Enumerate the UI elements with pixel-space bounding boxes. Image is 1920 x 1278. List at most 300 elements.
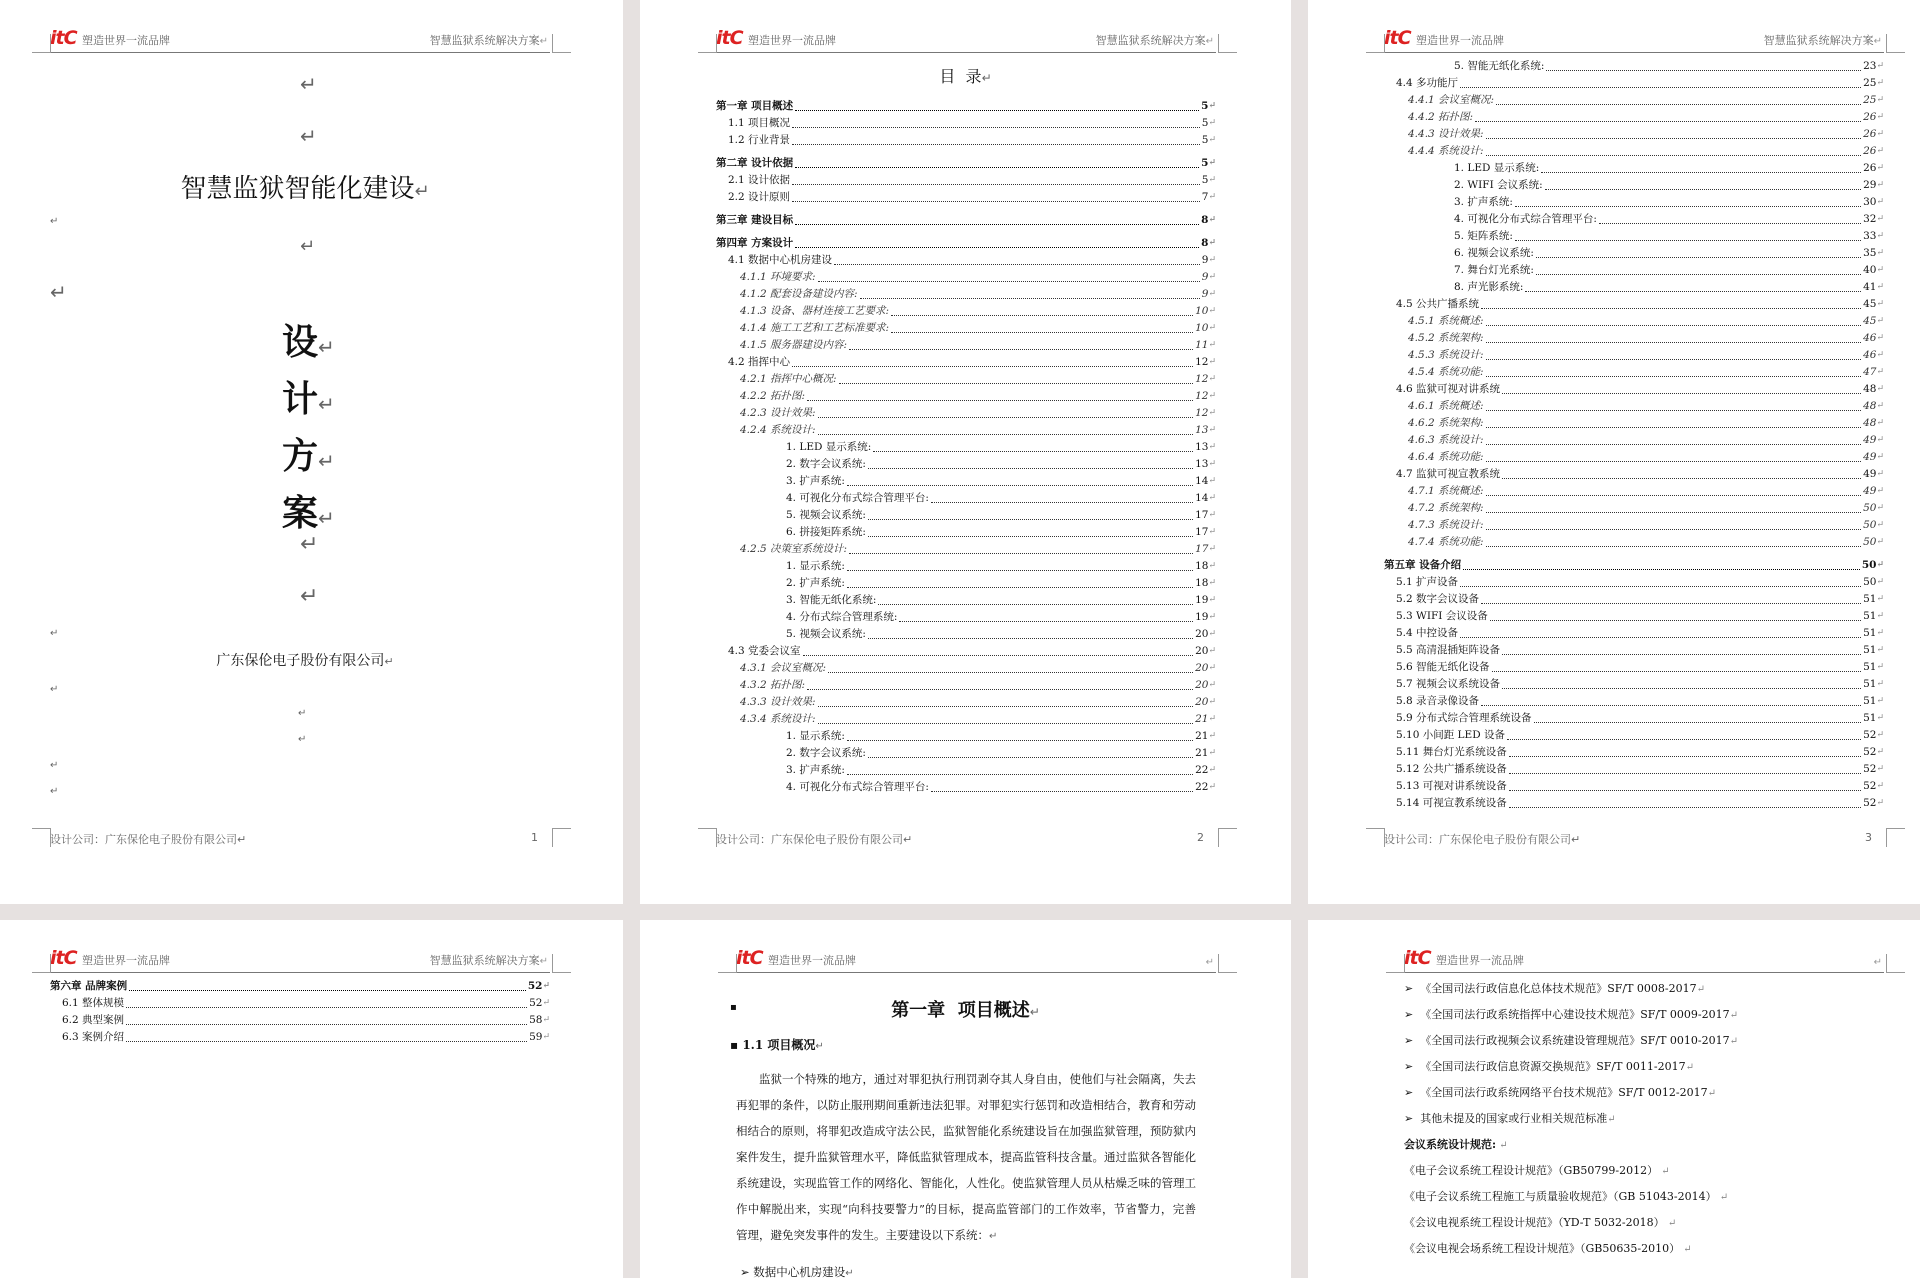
toc-entry-title: 5. 矩阵系统: bbox=[1454, 230, 1513, 242]
toc-leader-dots bbox=[1515, 205, 1861, 207]
toc-entry-title: 4.6.4 系统功能: bbox=[1408, 451, 1484, 463]
toc-leader-dots bbox=[792, 365, 1193, 367]
toc-entry[interactable]: 5.1 扩声设备 50 ↵ bbox=[1384, 574, 1884, 591]
header-title: 智慧监狱系统解决方案↵ bbox=[1763, 34, 1882, 47]
toc-entry-page: 21 bbox=[1195, 713, 1209, 725]
paragraph-mark: ↵ bbox=[300, 584, 319, 609]
arrow-bullet-icon: ➢ bbox=[1404, 982, 1421, 995]
toc-entry[interactable]: 2. 扩声系统: 18 ↵ bbox=[716, 575, 1216, 592]
toc-entry[interactable]: 4.7.3 系统设计: 50 ↵ bbox=[1384, 517, 1884, 534]
toc-entry[interactable]: 4.2.2 拓扑图: 12 ↵ bbox=[716, 388, 1216, 405]
toc-entry[interactable]: 1. LED 显示系统: 26 ↵ bbox=[1384, 160, 1884, 177]
toc-entry-title: 4.7.1 系统概述: bbox=[1408, 485, 1484, 497]
toc-leader-dots bbox=[847, 773, 1193, 775]
toc-leader-dots bbox=[849, 348, 1193, 350]
toc-entry-title: 2.1 设计依据 bbox=[728, 174, 791, 186]
toc-leader-dots bbox=[1541, 171, 1861, 173]
toc-leader-dots bbox=[1486, 443, 1861, 445]
toc-entry-page: 48 bbox=[1863, 400, 1877, 412]
toc-entry-title: 3. 扩声系统: bbox=[786, 764, 845, 776]
toc-entry-page: 35 bbox=[1863, 247, 1877, 259]
toc-entry[interactable]: 2. 数字会议系统: 21 ↵ bbox=[716, 745, 1216, 762]
paragraph-mark: ↵ bbox=[50, 760, 59, 771]
toc-entry-page: 50 bbox=[1861, 559, 1877, 571]
toc-entry-page: 5 bbox=[1201, 157, 1209, 169]
toc-entry[interactable]: 2.1 设计依据 5 ↵ bbox=[716, 172, 1216, 189]
toc-entry[interactable]: 5.7 视频会议系统设备 51 ↵ bbox=[1384, 676, 1884, 693]
toc-leader-dots bbox=[847, 586, 1193, 588]
toc-entry[interactable]: 4.5.1 系统概述: 45 ↵ bbox=[1384, 313, 1884, 330]
toc-entry-page: 5 bbox=[1201, 134, 1209, 146]
header-title: 智慧监狱系统解决方案↵ bbox=[429, 954, 548, 967]
toc-leader-dots bbox=[828, 671, 1193, 673]
margin-corner-mark bbox=[1366, 34, 1385, 53]
toc-entry-title: 2. 扩声系统: bbox=[786, 577, 845, 589]
toc-entry[interactable]: 5.2 数字会议设备 51 ↵ bbox=[1384, 591, 1884, 608]
margin-corner-mark bbox=[698, 828, 717, 847]
toc-entry-page: 52 bbox=[527, 980, 543, 992]
toc-entry-title: 5.1 扩声设备 bbox=[1396, 576, 1459, 588]
toc-entry[interactable]: 5.13 可视对讲系统设备 52 ↵ bbox=[1384, 778, 1884, 795]
toc-entry[interactable]: 第四章 方案设计 8 ↵ bbox=[716, 235, 1216, 252]
toc-entry[interactable]: 3. 智能无纸化系统: 19 ↵ bbox=[716, 592, 1216, 609]
page-cover[interactable] bbox=[0, 0, 623, 904]
toc-entry-title: 4.3.4 系统设计: bbox=[740, 713, 816, 725]
toc-entry-title: 4.5 公共广播系统 bbox=[1396, 298, 1480, 310]
toc-entry-page: 21 bbox=[1195, 747, 1209, 759]
paragraph-mark: ↵ bbox=[300, 72, 317, 96]
toc-leader-dots bbox=[126, 1040, 527, 1042]
toc-leader-dots bbox=[803, 654, 1194, 656]
standard-item: 《电子会议系统工程施工与质量验收规范》（GB 51043-2014） ↵ bbox=[1404, 1190, 1729, 1203]
toc-entry-title: 第二章 设计依据 bbox=[716, 157, 794, 169]
toc-entry-title: 4. 可视化分布式综合管理平台: bbox=[786, 781, 929, 793]
paragraph-mark: ↵ bbox=[50, 216, 59, 227]
toc-entry[interactable]: 4.6.2 系统架构: 48 ↵ bbox=[1384, 415, 1884, 432]
toc-entry[interactable]: 6. 视频会议系统: 35 ↵ bbox=[1384, 245, 1884, 262]
toc-entry-title: 3. 扩声系统: bbox=[786, 475, 845, 487]
toc-entry[interactable]: 4.6.3 系统设计: 49 ↵ bbox=[1384, 432, 1884, 449]
toc-leader-dots bbox=[868, 518, 1193, 520]
page-header bbox=[736, 946, 1216, 973]
toc-entry-page: 59 bbox=[529, 1031, 543, 1043]
toc-entry[interactable]: 4.3.1 会议室概况: 20 ↵ bbox=[716, 660, 1216, 677]
toc-entry-page: 26 bbox=[1863, 145, 1877, 157]
toc-entry-title: 1.2 行业背景 bbox=[728, 134, 791, 146]
margin-corner-mark bbox=[1886, 828, 1905, 847]
toc-entry-title: 4.2.3 设计效果: bbox=[740, 407, 816, 419]
page-header bbox=[1384, 26, 1884, 53]
toc-entry-title: 5.2 数字会议设备 bbox=[1396, 593, 1480, 605]
toc-entry[interactable]: 4.6.1 系统概述: 48 ↵ bbox=[1384, 398, 1884, 415]
body-paragraph: 监狱一个特殊的地方，通过对罪犯执行刑罚剥夺其人身自由，使他们与社会隔离，失去再犯罪的条件，以防止服刑期间重新违法犯罪。对罪犯实行惩罚和改造相结合，教育和劳动相结合的原则，将罪犯改造成守法公民，监狱智能化系统建设旨在加强监狱管理，预防狱内案件发生，提升监狱管理水平，降低监狱管理成本，提高监管科技含量。通过监狱各智能化系统建设，实现监管工作的网络化、智能化，人性化。使监狱管理人员从枯燥乏味的管理工作中解脱出来，实现“向科技要警力”的目标，提高监管部门的工作效率，节省警力，完善管理，避免突发事件的发生。主要建设以下系统：↵ bbox=[736, 1072, 1196, 1242]
toc-entry-title: 5.13 可视对讲系统设备 bbox=[1396, 780, 1507, 792]
toc-entry-title: 4. 分布式综合管理系统: bbox=[786, 611, 898, 623]
standards-list bbox=[1404, 976, 1884, 1262]
toc-leader-dots bbox=[818, 433, 1193, 435]
toc-entry-title: 5.8 录音录像设备 bbox=[1396, 695, 1480, 707]
toc-entry-page: 9 bbox=[1201, 254, 1209, 266]
toc-entry[interactable]: 5.3 WIFI 会议设备 51 ↵ bbox=[1384, 608, 1884, 625]
toc-entry-page: 45 bbox=[1863, 298, 1877, 310]
toc-entry-title: 4.7 监狱可视宣教系统 bbox=[1396, 468, 1501, 480]
toc-leader-dots bbox=[1481, 307, 1861, 309]
itc-logo: itC bbox=[1384, 27, 1411, 49]
margin-corner-mark bbox=[1218, 34, 1237, 53]
toc-entry[interactable]: 1.2 行业背景 5 ↵ bbox=[716, 132, 1216, 149]
toc-entry[interactable]: 6.1 整体规模 52 ↵ bbox=[50, 995, 550, 1012]
toc-leader-dots bbox=[126, 1023, 527, 1025]
toc-entry[interactable]: 4.1.4 施工工艺和工艺标准要求: 10 ↵ bbox=[716, 320, 1216, 337]
paragraph-mark: ↵ bbox=[50, 786, 59, 797]
toc-entry-title: 5. 视频会议系统: bbox=[786, 628, 866, 640]
toc-entry[interactable]: 6. 拼接矩阵系统: 17 ↵ bbox=[716, 524, 1216, 541]
toc-leader-dots bbox=[839, 382, 1193, 384]
toc-entry-title: 5.9 分布式综合管理系统设备 bbox=[1396, 712, 1532, 724]
toc-entry[interactable]: 5.11 舞台灯光系统设备 52 ↵ bbox=[1384, 744, 1884, 761]
page-standards[interactable] bbox=[1308, 920, 1920, 1278]
toc-leader-dots bbox=[1536, 273, 1861, 275]
itc-logo: itC bbox=[1404, 947, 1431, 969]
toc-entry[interactable]: 1. 显示系统: 18 ↵ bbox=[716, 558, 1216, 575]
header-slogan: 塑造世界一流品牌 bbox=[82, 34, 170, 47]
toc-entry[interactable]: 4.4 多功能厅 25 ↵ bbox=[1384, 75, 1884, 92]
toc-entry-page: 20 bbox=[1195, 696, 1209, 708]
toc-leader-dots bbox=[126, 1006, 527, 1008]
toc-entry[interactable]: 4.3 党委会议室 20 ↵ bbox=[716, 643, 1216, 660]
standard-item: 《会议电视会场系统工程设计规范》（GB50635-2010） ↵ bbox=[1404, 1242, 1692, 1255]
toc-entry[interactable]: 4.5.3 系统设计: 46 ↵ bbox=[1384, 347, 1884, 364]
toc-leader-dots bbox=[1496, 103, 1861, 105]
toc-leader-dots bbox=[807, 399, 1193, 401]
toc-entry[interactable]: 3. 扩声系统: 22 ↵ bbox=[716, 762, 1216, 779]
toc-entry[interactable]: 4.4.4 系统设计: 26 ↵ bbox=[1384, 143, 1884, 160]
toc-leader-dots bbox=[891, 331, 1193, 333]
margin-corner-mark bbox=[552, 954, 571, 973]
page-footer: 设计公司：广东保伦电子股份有限公司↵ 1 bbox=[50, 831, 538, 846]
toc-entry[interactable]: 1.1 项目概况 5 ↵ bbox=[716, 115, 1216, 132]
toc-entry[interactable]: 4.5.2 系统架构: 46 ↵ bbox=[1384, 330, 1884, 347]
toc-entry-page: 49 bbox=[1863, 434, 1877, 446]
toc-entry-title: 1. LED 显示系统: bbox=[1454, 162, 1540, 174]
toc-leader-dots bbox=[868, 467, 1193, 469]
itc-logo: itC bbox=[736, 947, 763, 969]
page-toc-2[interactable] bbox=[1308, 0, 1920, 904]
toc-entry-title: 1. 显示系统: bbox=[786, 730, 845, 742]
toc-entry-page: 46 bbox=[1863, 332, 1877, 344]
toc-entry-page: 23 bbox=[1863, 60, 1877, 72]
header-title: ↵ bbox=[1205, 957, 1214, 968]
arrow-bullet-icon: ➢ bbox=[1404, 1008, 1421, 1021]
toc-leader-dots bbox=[1492, 670, 1862, 672]
toc-entry-title: 4.3.3 设计效果: bbox=[740, 696, 816, 708]
toc-entry[interactable]: 4.1 数据中心机房建设 9 ↵ bbox=[716, 252, 1216, 269]
toc-leader-dots bbox=[1502, 653, 1861, 655]
page-toc-1[interactable] bbox=[640, 0, 1291, 904]
toc-entry-page: 22 bbox=[1195, 781, 1209, 793]
toc-leader-dots bbox=[1486, 324, 1861, 326]
toc-entry-page: 26 bbox=[1863, 111, 1877, 123]
toc-entry-page: 12 bbox=[1195, 373, 1209, 385]
toc-entry[interactable]: 4.7.1 系统概述: 49 ↵ bbox=[1384, 483, 1884, 500]
toc-entry[interactable]: 5.12 公共广播系统设备 52 ↵ bbox=[1384, 761, 1884, 778]
toc-entry[interactable]: 4. 可视化分布式综合管理平台: 14 ↵ bbox=[716, 490, 1216, 507]
toc-entry-page: 30 bbox=[1863, 196, 1877, 208]
toc-entry[interactable]: 4.5 公共广播系统 45 ↵ bbox=[1384, 296, 1884, 313]
toc-entry-page: 5 bbox=[1201, 117, 1209, 129]
toc-leader-dots bbox=[1486, 409, 1861, 411]
toc-leader-dots bbox=[1486, 460, 1861, 462]
toc-entry[interactable]: 4. 可视化分布式综合管理平台: 22 ↵ bbox=[716, 779, 1216, 796]
toc-entry-page: 13 bbox=[1195, 424, 1209, 436]
toc-entry[interactable]: 5.6 智能无纸化设备 51 ↵ bbox=[1384, 659, 1884, 676]
toc-entry-title: 4.6.2 系统架构: bbox=[1408, 417, 1484, 429]
toc-leader-dots bbox=[818, 280, 1200, 282]
toc-leader-dots bbox=[1463, 568, 1860, 570]
toc-entry[interactable]: 4.1.5 服务器建设内容: 11 ↵ bbox=[716, 337, 1216, 354]
toc-entry[interactable]: 5.4 中控设备 51 ↵ bbox=[1384, 625, 1884, 642]
paragraph-mark: ↵ bbox=[50, 628, 59, 639]
toc-entry[interactable]: 4.6.4 系统功能: 49 ↵ bbox=[1384, 449, 1884, 466]
toc-entry[interactable]: 6.3 案例介绍 59 ↵ bbox=[50, 1029, 550, 1046]
standard-item: ➢ 其他未提及的国家或行业相关规范标准↵ bbox=[1404, 1112, 1616, 1125]
page-header bbox=[50, 946, 550, 973]
toc-entry-page: 49 bbox=[1863, 485, 1877, 497]
toc-entry-page: 52 bbox=[1863, 797, 1877, 809]
toc-leader-dots bbox=[1486, 511, 1861, 513]
margin-corner-mark bbox=[32, 828, 51, 847]
toc-entry-page: 51 bbox=[1863, 627, 1877, 639]
toc-leader-dots bbox=[1509, 806, 1861, 808]
toc-entry[interactable]: 4.1.2 配套设备建设内容: 9 ↵ bbox=[716, 286, 1216, 303]
standard-item: 《电子会议系统工程设计规范》（GB50799-2012） ↵ bbox=[1404, 1164, 1670, 1177]
bullet-mark: ▪ bbox=[730, 1002, 737, 1013]
toc-entry[interactable]: 5.10 小间距 LED 设备 52 ↵ bbox=[1384, 727, 1884, 744]
page-header bbox=[1404, 946, 1884, 973]
toc-leader-dots bbox=[1490, 619, 1861, 621]
toc-heading: 目 录↵ bbox=[939, 67, 992, 86]
toc-leader-dots bbox=[1486, 341, 1861, 343]
arrow-bullet-icon: ➢ bbox=[1404, 1112, 1421, 1125]
margin-corner-mark bbox=[718, 954, 737, 973]
toc-entry[interactable]: 5. 矩阵系统: 33 ↵ bbox=[1384, 228, 1884, 245]
toc-entry-title: 5.12 公共广播系统设备 bbox=[1396, 763, 1507, 775]
toc-entry-page: 52 bbox=[1863, 729, 1877, 741]
margin-corner-mark bbox=[552, 34, 571, 53]
toc-entry[interactable]: 5. 视频会议系统: 17 ↵ bbox=[716, 507, 1216, 524]
toc-entry[interactable]: 5.14 可视宣教系统设备 52 ↵ bbox=[1384, 795, 1884, 812]
meeting-standards-heading: 会议系统设计规范: ↵ bbox=[1404, 1138, 1508, 1151]
toc-entry-title: 1. 显示系统: bbox=[786, 560, 845, 572]
toc-entry-page: 48 bbox=[1863, 383, 1877, 395]
toc-entry[interactable]: 4.2 指挥中心 12 ↵ bbox=[716, 354, 1216, 371]
toc-entry-page: 58 bbox=[529, 1014, 543, 1026]
margin-corner-mark bbox=[1386, 954, 1405, 973]
toc-entry-title: 4.1.2 配套设备建设内容: bbox=[740, 288, 858, 300]
margin-corner-mark bbox=[552, 828, 571, 847]
toc-entry-page: 49 bbox=[1863, 451, 1877, 463]
toc-entry[interactable]: 4.2.5 决策室系统设计: 17 ↵ bbox=[716, 541, 1216, 558]
toc-entry-page: 18 bbox=[1195, 560, 1209, 572]
toc-entry-page: 19 bbox=[1195, 594, 1209, 606]
toc-leader-dots bbox=[931, 790, 1193, 792]
itc-logo: itC bbox=[716, 27, 743, 49]
toc-leader-dots bbox=[792, 143, 1200, 145]
toc-entry-title: 6.3 案例介绍 bbox=[62, 1031, 125, 1043]
toc-entry[interactable]: 4.2.3 设计效果: 12 ↵ bbox=[716, 405, 1216, 422]
toc-entry[interactable]: 4. 可视化分布式综合管理平台: 32 ↵ bbox=[1384, 211, 1884, 228]
toc-entry[interactable]: 4.7.2 系统架构: 50 ↵ bbox=[1384, 500, 1884, 517]
toc-leader-dots bbox=[1536, 256, 1861, 258]
toc-entry-page: 7 bbox=[1201, 191, 1209, 203]
toc-entry[interactable]: 2. WIFI 会议系统: 29 ↵ bbox=[1384, 177, 1884, 194]
toc-entry-title: 4.1.3 设备、器材连接工艺要求: bbox=[740, 305, 890, 317]
toc-entry-title: 6.1 整体规模 bbox=[62, 997, 125, 1009]
toc-entry[interactable]: 4.4.3 设计效果: 26 ↵ bbox=[1384, 126, 1884, 143]
arrow-bullet-icon: ➢ bbox=[1404, 1086, 1421, 1099]
toc-entry-page: 20 bbox=[1195, 645, 1209, 657]
paragraph-mark: ↵ bbox=[50, 280, 67, 304]
toc-entry-title: 4.6.1 系统概述: bbox=[1408, 400, 1484, 412]
toc-entry-title: 5.10 小间距 LED 设备 bbox=[1396, 729, 1505, 741]
toc-entry-title: 2. 数字会议系统: bbox=[786, 747, 866, 759]
toc-entry-page: 40 bbox=[1863, 264, 1877, 276]
toc-entry-page: 52 bbox=[1863, 780, 1877, 792]
toc-entry-page: 17 bbox=[1195, 526, 1209, 538]
page-chapter-1[interactable] bbox=[640, 920, 1291, 1278]
toc-entry-title: 1. LED 显示系统: bbox=[786, 441, 872, 453]
toc-leader-dots bbox=[795, 166, 1199, 168]
toc-entry[interactable]: 7. 舞台灯光系统: 40 ↵ bbox=[1384, 262, 1884, 279]
toc-entry[interactable]: 第二章 设计依据 5 ↵ bbox=[716, 155, 1216, 172]
toc-entry[interactable]: 4.5.4 系统功能: 47 ↵ bbox=[1384, 364, 1884, 381]
toc-entry[interactable]: 4.3.3 设计效果: 20 ↵ bbox=[716, 694, 1216, 711]
paragraph-mark: ↵ bbox=[50, 684, 59, 695]
toc-entry-page: 12 bbox=[1195, 390, 1209, 402]
toc-leader-dots bbox=[1509, 772, 1861, 774]
toc-entry[interactable]: 1. 显示系统: 21 ↵ bbox=[716, 728, 1216, 745]
header-title: 智慧监狱系统解决方案↵ bbox=[1095, 34, 1214, 47]
toc-entry[interactable]: 4.7.4 系统功能: 50 ↵ bbox=[1384, 534, 1884, 551]
toc-entry[interactable]: 5.5 高清混插矩阵设备 51 ↵ bbox=[1384, 642, 1884, 659]
toc-entry-page: 14 bbox=[1195, 475, 1209, 487]
toc-entry[interactable]: 6.2 典型案例 58 ↵ bbox=[50, 1012, 550, 1029]
toc-entry-page: 9 bbox=[1201, 288, 1209, 300]
toc-entry-page: 21 bbox=[1195, 730, 1209, 742]
toc-entry[interactable]: 4.3.4 系统设计: 21 ↵ bbox=[716, 711, 1216, 728]
toc-entry[interactable]: 4.3.2 拓扑图: 20 ↵ bbox=[716, 677, 1216, 694]
toc-entry-page: 25 bbox=[1863, 94, 1877, 106]
toc-leader-dots bbox=[1545, 188, 1861, 190]
toc-entry-title: 6.2 典型案例 bbox=[62, 1014, 125, 1026]
toc-entry[interactable]: 4.2.4 系统设计: 13 ↵ bbox=[716, 422, 1216, 439]
toc-entry-title: 4.1.4 施工工艺和工艺标准要求: bbox=[740, 322, 890, 334]
toc-entry[interactable]: 2. 数字会议系统: 13 ↵ bbox=[716, 456, 1216, 473]
toc-entry-title: 2. WIFI 会议系统: bbox=[1454, 179, 1543, 191]
toc-entry[interactable]: 2.2 设计原则 7 ↵ bbox=[716, 189, 1216, 206]
toc-entry[interactable]: 5.8 录音录像设备 51 ↵ bbox=[1384, 693, 1884, 710]
toc-leader-dots bbox=[847, 484, 1193, 486]
toc-entry[interactable]: 8. 声光影系统: 41 ↵ bbox=[1384, 279, 1884, 296]
toc-entry-page: 52 bbox=[1863, 763, 1877, 775]
toc-leader-dots bbox=[795, 223, 1199, 225]
toc-entry-title: 3. 扩声系统: bbox=[1454, 196, 1513, 208]
paragraph-mark: ↵ bbox=[298, 708, 307, 719]
paragraph-mark: ↵ bbox=[300, 532, 319, 557]
toc-entry-title: 4.2 指挥中心 bbox=[728, 356, 791, 368]
toc-entry-title: 4. 可视化分布式综合管理平台: bbox=[1454, 213, 1597, 225]
toc-leader-dots bbox=[1460, 86, 1861, 88]
toc-entry-page: 52 bbox=[1863, 746, 1877, 758]
toc-entry[interactable]: 5. 视频会议系统: 20 ↵ bbox=[716, 626, 1216, 643]
toc-entry-title: 4.4.2 拓扑图: bbox=[1408, 111, 1474, 123]
toc-entry[interactable]: 4.2.1 指挥中心概况: 12 ↵ bbox=[716, 371, 1216, 388]
header-slogan: 塑造世界一流品牌 bbox=[82, 954, 170, 967]
toc-entry[interactable]: 第一章 项目概述 5 ↵ bbox=[716, 98, 1216, 115]
toc-entry[interactable]: 3. 扩声系统: 14 ↵ bbox=[716, 473, 1216, 490]
cover-company: 广东保伦电子股份有限公司↵ bbox=[216, 653, 394, 669]
arrow-bullet-icon: ➢ bbox=[1404, 1060, 1421, 1073]
toc-entry[interactable]: 4.7 监狱可视宣教系统 49 ↵ bbox=[1384, 466, 1884, 483]
toc-entry-page: 8 bbox=[1201, 237, 1209, 249]
toc-entry-title: 1.1 项目概况 bbox=[728, 117, 791, 129]
page-toc-3[interactable] bbox=[0, 920, 623, 1278]
header-slogan: 塑造世界一流品牌 bbox=[768, 954, 856, 967]
toc-leader-dots bbox=[1486, 137, 1861, 139]
toc-entry[interactable]: 4.4.2 拓扑图: 26 ↵ bbox=[1384, 109, 1884, 126]
toc-entry[interactable]: 4. 分布式综合管理系统: 19 ↵ bbox=[716, 609, 1216, 626]
toc-entry-title: 4.2.5 决策室系统设计: bbox=[740, 543, 848, 555]
toc-leader-dots bbox=[847, 569, 1193, 571]
toc-entry-page: 25 bbox=[1863, 77, 1877, 89]
toc-entry[interactable]: 第三章 建设目标 8 ↵ bbox=[716, 212, 1216, 229]
toc-entry-page: 41 bbox=[1863, 281, 1877, 293]
toc-entry-title: 5. 智能无纸化系统: bbox=[1454, 60, 1545, 72]
toc-entry-page: 26 bbox=[1863, 128, 1877, 140]
toc-entry[interactable]: 5.9 分布式综合管理系统设备 51 ↵ bbox=[1384, 710, 1884, 727]
toc-leader-dots bbox=[1486, 494, 1861, 496]
toc-entry[interactable]: 4.1.1 环境要求: 9 ↵ bbox=[716, 269, 1216, 286]
toc-leader-dots bbox=[792, 200, 1200, 202]
toc-entry[interactable]: 4.4.1 会议室概况: 25 ↵ bbox=[1384, 92, 1884, 109]
toc-entry-title: 第四章 方案设计 bbox=[716, 237, 794, 249]
margin-corner-mark bbox=[1886, 34, 1905, 53]
toc-entry[interactable]: 4.6 监狱可视对讲系统 48 ↵ bbox=[1384, 381, 1884, 398]
standard-item: ➢ 《全国司法行政信息资源交换规范》SF/T 0011-2017↵ bbox=[1404, 1060, 1695, 1073]
toc-entry[interactable]: 第五章 设备介绍 50 ↵ bbox=[1384, 557, 1884, 574]
toc-leader-dots bbox=[129, 989, 526, 991]
toc-entry-page: 5 bbox=[1201, 100, 1209, 112]
toc-leader-dots bbox=[868, 637, 1193, 639]
toc-entry[interactable]: 5. 智能无纸化系统: 23 ↵ bbox=[1384, 58, 1884, 75]
toc-leader-dots bbox=[1486, 375, 1861, 377]
page-number: 1 bbox=[531, 831, 538, 844]
toc-leader-dots bbox=[1486, 426, 1861, 428]
toc-entry-title: 7. 舞台灯光系统: bbox=[1454, 264, 1534, 276]
toc-entry[interactable]: 1. LED 显示系统: 13 ↵ bbox=[716, 439, 1216, 456]
page-footer: 设计公司：广东保伦电子股份有限公司↵ 2 bbox=[716, 831, 1204, 846]
toc-entry[interactable]: 4.1.3 设备、器材连接工艺要求: 10 ↵ bbox=[716, 303, 1216, 320]
margin-corner-mark bbox=[1218, 828, 1237, 847]
toc-entry-title: 4.5.3 系统设计: bbox=[1408, 349, 1484, 361]
toc-entry[interactable]: 3. 扩声系统: 30 ↵ bbox=[1384, 194, 1884, 211]
toc-entry[interactable]: 第六章 品牌案例 52 ↵ bbox=[50, 978, 550, 995]
toc-entry-page: 51 bbox=[1863, 695, 1877, 707]
toc-entry-title: 4.5.2 系统架构: bbox=[1408, 332, 1484, 344]
toc-entry-page: 50 bbox=[1863, 502, 1877, 514]
toc-entry-title: 5.5 高清混插矩阵设备 bbox=[1396, 644, 1501, 656]
toc-leader-dots bbox=[899, 620, 1193, 622]
